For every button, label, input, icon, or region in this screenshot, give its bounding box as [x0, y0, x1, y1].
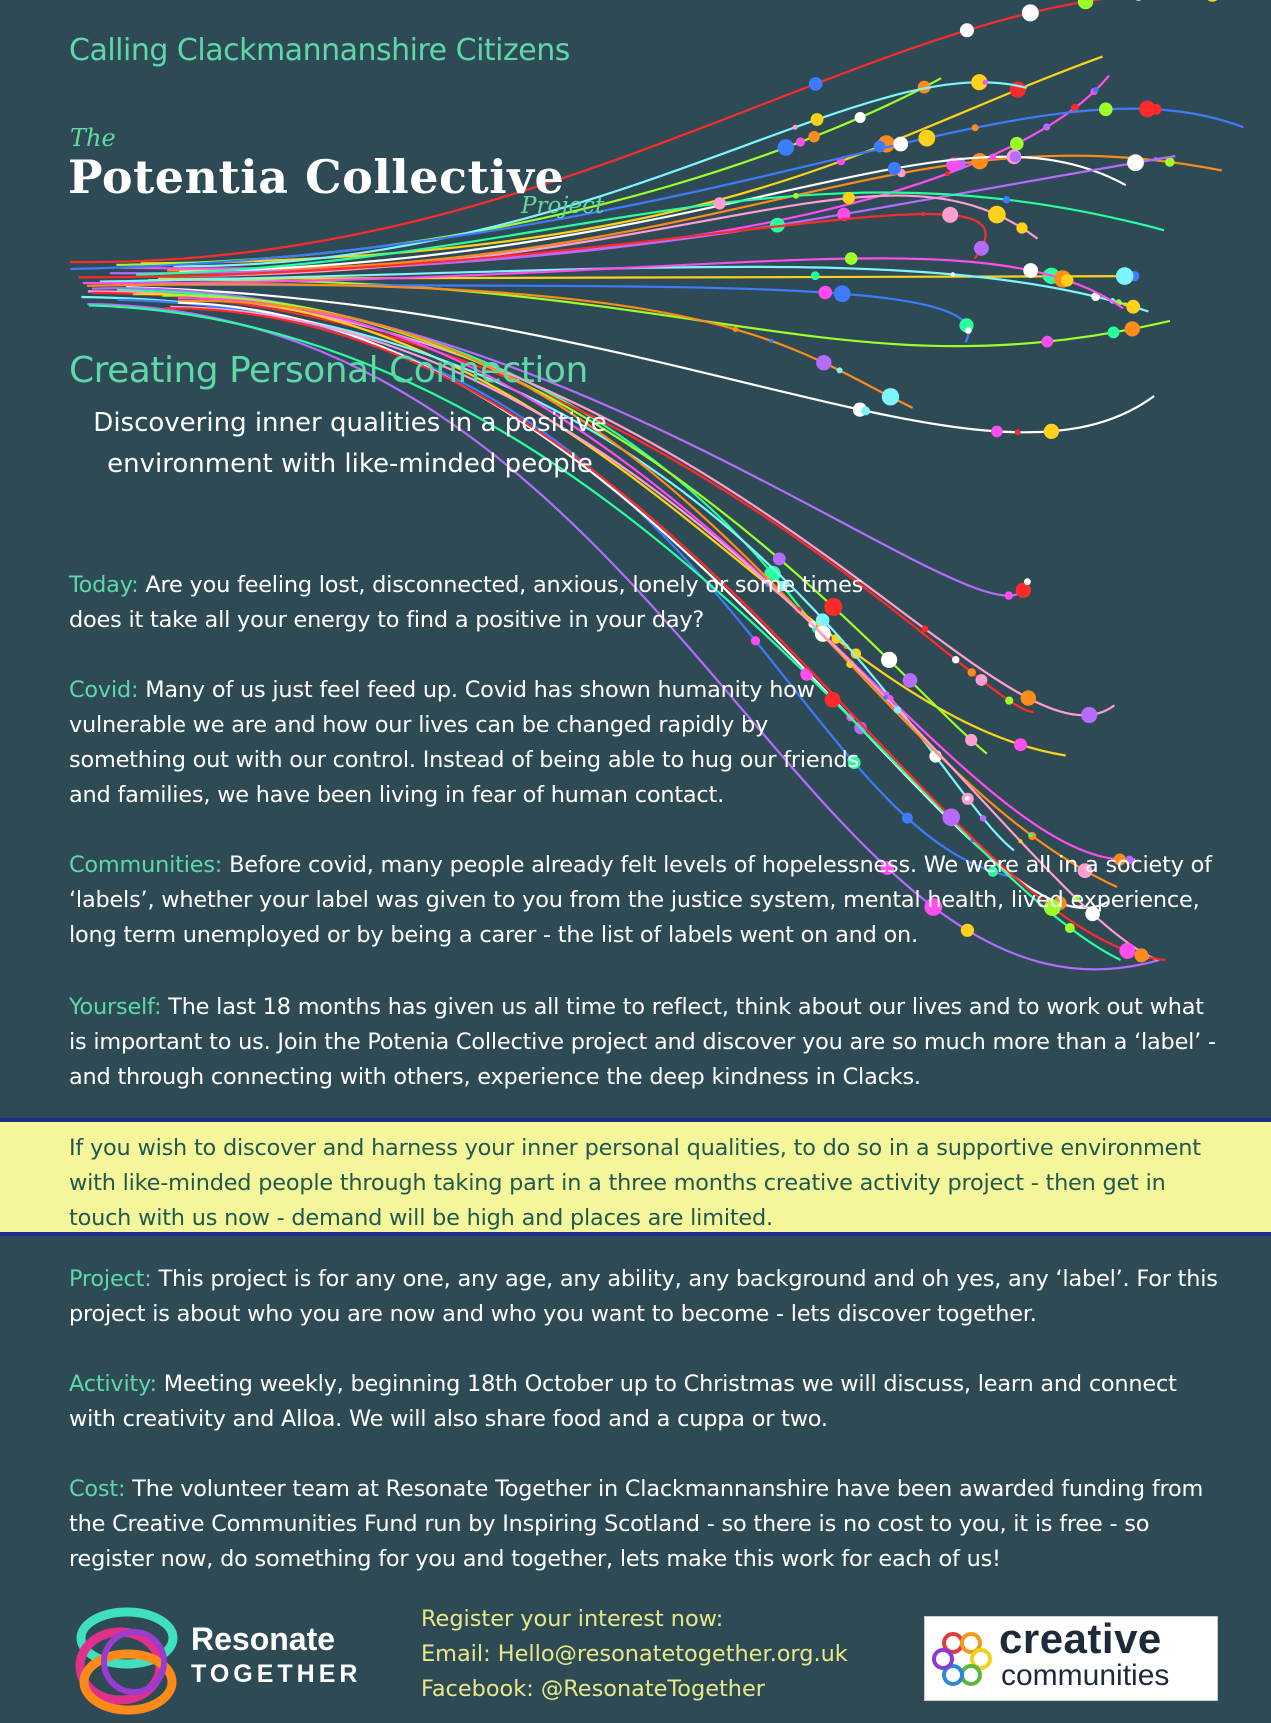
decor-dot [903, 673, 918, 688]
calling-heading: Calling Clackmannanshire Citizens [69, 33, 570, 68]
decor-dot [1061, 274, 1073, 286]
decor-dot [1126, 300, 1140, 314]
paragraph-label: Project: [69, 1266, 152, 1292]
paragraph-text: Many of us just feel feed up. Covid has shown humanity how vulnerable we are and how our lives can be changed rapidly by something out with our control. Instead of being able to hug our friends and families, we have been living in fear of human contact. [69, 677, 859, 808]
decor-dot [819, 286, 833, 300]
decor-dot [1029, 833, 1033, 837]
decor-dot [1043, 123, 1050, 130]
decor-dot [983, 80, 988, 85]
decor-dot [1139, 101, 1156, 118]
decor-dot [991, 426, 1003, 438]
decor-dot [1021, 690, 1036, 705]
decor-dot [918, 130, 935, 147]
decor-dot [1015, 429, 1021, 435]
decor-dot [972, 153, 988, 169]
decor-dot [733, 327, 738, 332]
decor-dot [796, 137, 805, 146]
decor-dot [893, 137, 908, 152]
decor-dot [1024, 578, 1031, 585]
decor-dot [1014, 738, 1027, 751]
decor-dot [778, 139, 795, 156]
decor-dot [1125, 321, 1140, 336]
decor-dot [811, 113, 824, 126]
creative-communities-logo [924, 1616, 1218, 1701]
decor-dot [972, 124, 979, 131]
decor-dot [894, 706, 901, 713]
paragraph-text: Meeting weekly, beginning 18th October up to Christmas we will discuss, learn and connect with creativity and Alloa. We will also share food and a cuppa or two. [69, 1371, 1177, 1432]
paragraph-label: Yourself: [69, 994, 162, 1020]
paragraph-activity [69, 1367, 1219, 1437]
decor-dot [1022, 4, 1039, 21]
decor-dot [965, 734, 977, 746]
paragraph-label: Today: [69, 572, 139, 598]
decor-dot [773, 553, 786, 566]
decor-dot [1003, 196, 1010, 203]
decor-dot [988, 206, 1006, 224]
paragraph-yourself [69, 990, 1219, 1095]
decor-dot [816, 355, 831, 370]
decor-dot [945, 171, 950, 176]
paragraph-label: Cost: [69, 1476, 126, 1502]
decor-dot [1078, 0, 1093, 9]
callout-banner [0, 1118, 1271, 1236]
paragraph-text: Before covid, many people already felt levels of hopelessness. We were all in a society of ‘labels’, whether your label was given to you from the justice system, mental health, lived experience, long term unemployed or by being a carer - the list of labels went on and on. [69, 852, 1212, 948]
decor-dot [1099, 103, 1113, 117]
decor-dot [837, 367, 843, 373]
creative-logo-line1: creative [999, 1615, 1162, 1662]
decor-dot [1019, 839, 1023, 843]
decor-dot [811, 271, 820, 280]
title-project: Project [521, 193, 605, 219]
decor-dot [1127, 154, 1144, 171]
paragraph-project [69, 1262, 1219, 1332]
paragraph-covid [69, 673, 889, 813]
paragraph-communities [69, 848, 1219, 953]
decor-dot [951, 272, 955, 276]
decor-dot [974, 241, 989, 256]
decor-dot [1108, 327, 1120, 339]
callout-text: If you wish to discover and harness your inner personal qualities, to do so in a supportive environment with like-minded people through taking part in a three months creative activity project - then get in touch with us now - demand will be high and places are limited. [69, 1135, 1201, 1231]
decor-dot [769, 339, 773, 343]
paragraph-text: This project is for any one, any age, any ability, any background and oh yes, any ‘label’. For this project is about who you are now and who you want to become - lets discover together. [69, 1266, 1218, 1327]
decor-dot [793, 193, 799, 199]
subheading: Creating Personal Connection [69, 350, 588, 391]
decor-dot [1042, 336, 1054, 348]
decor-dot [922, 626, 929, 633]
decor-dot [1010, 151, 1021, 162]
paragraph-text: The last 18 months has given us all time to reflect, think about our lives and to work out what is important to us. Join the Potenia Collective project and discover you are so much more than a ‘label’ - and through connecting with others, experience the deep kindness in Clacks. [69, 994, 1216, 1090]
decor-dot [855, 112, 866, 123]
paragraph-text: The volunteer team at Resonate Together in Clackmannanshire have been awarded funding from the Creative Communities Fund run by Inspiring Scotland - so there is no cost to you, it is free - so register now, do something for you and together, lets make this work for each of us! [69, 1476, 1204, 1572]
paragraph-label: Communities: [69, 852, 223, 878]
decor-dot [902, 813, 913, 824]
decor-dot [1005, 591, 1013, 599]
decor-dot [1154, 157, 1158, 161]
page-title: Potentia Collective [68, 150, 565, 204]
paragraph-label: Activity: [69, 1371, 157, 1397]
creative-communities-logo-icon [931, 1629, 995, 1691]
decor-dot [1116, 267, 1134, 285]
facebook-link[interactable]: Facebook: @ResonateTogether [421, 1676, 765, 1702]
decor-dot [968, 668, 976, 676]
resonate-together-logo-icon [70, 1598, 185, 1718]
paragraph-text: Are you feeling lost, disconnected, anxious, lonely or some times does it take all your energy to find a positive in your day? [69, 572, 864, 633]
decor-dot [942, 207, 958, 223]
decor-dot [1005, 697, 1013, 705]
decor-dot [1016, 583, 1031, 598]
decor-dot [976, 674, 988, 686]
decor-dot [990, 154, 997, 161]
decor-dot [1010, 137, 1024, 151]
decor-dot [942, 809, 960, 827]
title-the: The [70, 124, 116, 152]
decor-dot [713, 197, 725, 209]
decor-dot [861, 406, 870, 415]
decor-dot [881, 652, 897, 668]
decor-dot [809, 77, 823, 91]
decor-dot [1081, 707, 1097, 723]
decor-dot [834, 285, 851, 302]
decor-dot [843, 192, 855, 204]
creative-logo-line2: communities [1001, 1659, 1170, 1692]
register-text: Register your interest now: [421, 1606, 724, 1632]
resonate-logo-name: Resonate [191, 1621, 336, 1657]
resonate-logo-subtitle: TOGETHER [191, 1660, 362, 1688]
paragraph-cost [69, 1472, 1239, 1577]
decor-dot [980, 815, 987, 822]
decor-dot [793, 125, 798, 130]
paragraph-label: Covid: [69, 677, 139, 703]
decor-dot [1205, 0, 1220, 2]
contact-block [421, 1602, 848, 1707]
decor-dot [960, 23, 974, 37]
decor-dot [882, 388, 899, 405]
decor-dot [808, 131, 819, 142]
decor-dot [1016, 222, 1027, 233]
decor-dot [1093, 87, 1099, 93]
decor-dot [952, 656, 959, 663]
decor-dot [965, 327, 972, 334]
decor-dot [845, 252, 858, 265]
decor-dot [921, 212, 925, 216]
decor-dot [1133, 0, 1145, 1]
paragraph-today [69, 568, 869, 638]
email-link[interactable]: Email: Hello@resonatetogether.org.uk [421, 1641, 848, 1667]
decor-line [148, 280, 1170, 346]
decor-dot [965, 796, 970, 801]
decor-dot [1044, 424, 1059, 439]
decor-dot [888, 162, 901, 175]
tagline: Discovering inner qualities in a positive environment with like-minded people [93, 408, 607, 479]
decor-dot [1023, 263, 1038, 278]
